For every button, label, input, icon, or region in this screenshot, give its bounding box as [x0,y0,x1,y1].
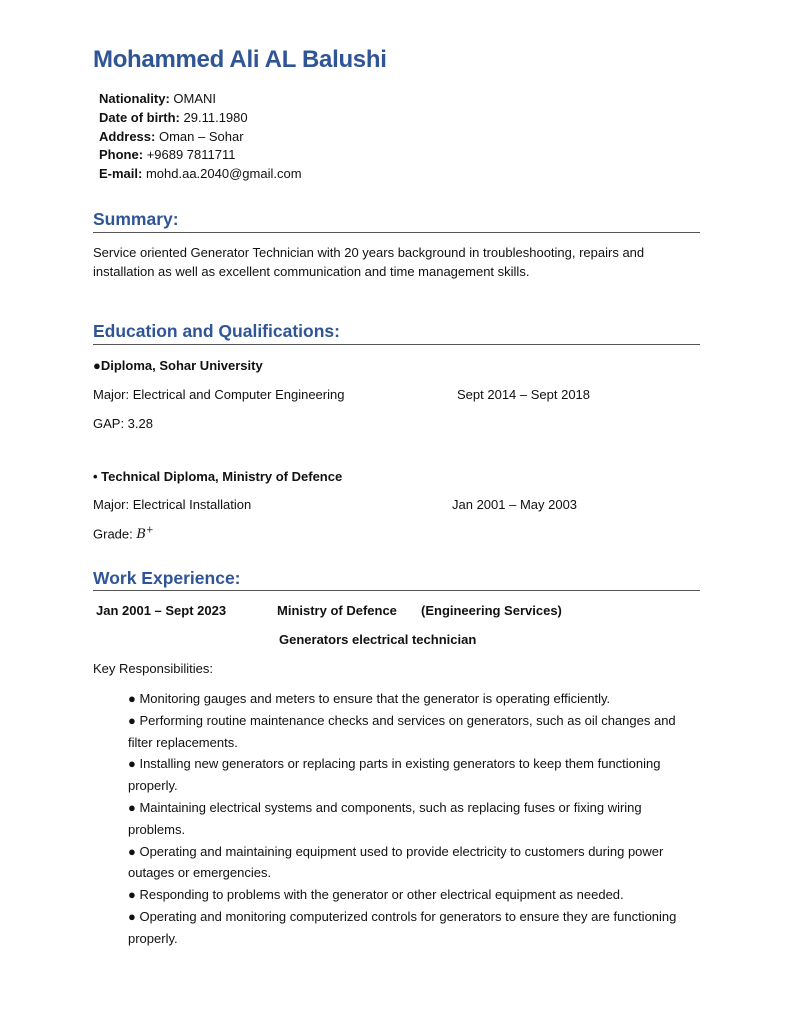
edu-2-grade [93,526,153,542]
address-value: Oman – Sohar [158,128,244,144]
nationality-label: Nationality: [99,91,170,106]
nationality-row [99,90,302,109]
edu-1-heading: ●Diploma, Sohar University [93,358,263,373]
dob-row [99,109,302,128]
edu-1-dates: Sept 2014 – Sept 2018 [457,387,591,402]
work-position: Generators electrical technician [279,632,477,647]
phone-value: +9689 7811711 [146,147,236,163]
work-employer: Ministry of Defence [277,603,397,618]
phone-label: Phone: [99,147,144,163]
responsibilities-list [128,688,700,950]
email-label: E-mail: [99,166,143,182]
education-divider [93,344,700,345]
grade-letter: B [136,527,146,543]
email-row [99,165,302,184]
edu-1-grade: GAP: 3.28 [93,416,153,431]
work-divider [93,590,700,591]
responsibility-item: ● Operating and maintaining equipment used to provide electricity to customers during power outages or emergencies. [128,843,664,881]
dob-value: 29.11.1980 [183,109,248,125]
grade-superscript: + [145,526,154,536]
responsibility-item: ● Performing routine maintenance checks and services on generators, such as oil changes and filter replacements. [128,712,676,750]
education-heading: Education and Qualifications: [93,321,340,341]
responsibility-item: ● Responding to problems with the generator or other electrical equipment as needed. [128,887,624,903]
responsibility-item: ● Installing new generators or replacing parts in existing generators to keep them functioning properly. [128,756,661,794]
work-period: Jan 2001 – Sept 2023 [96,603,227,618]
summary-text: Service oriented Generator Technician with 20 years background in troubleshooting, repairs and installation as well as excellent communication and time management skills. [93,245,645,279]
work-department: (Engineering Services) [421,603,562,618]
nationality-value: OMANI [173,91,217,106]
summary-heading: Summary: [93,209,179,229]
responsibility-item: ● Operating and monitoring computerized controls for generators to ensure they are functioning properly. [128,908,677,946]
email-value: mohd.aa.2040@gmail.com [145,166,302,182]
edu-2-dates: Jan 2001 – May 2003 [452,497,578,512]
edu-2-grade-value [136,527,153,542]
responsibility-item: ● Monitoring gauges and meters to ensure that the generator is operating efficiently. [128,691,611,706]
address-label: Address: [99,128,156,144]
edu-2-major: Major: Electrical Installation [93,497,252,512]
personal-info [99,90,302,184]
edu-2-heading: • Technical Diploma, Ministry of Defence [93,469,343,484]
address-row [99,128,302,147]
summary-divider [93,232,700,233]
dob-label: Date of birth: [99,109,180,125]
edu-1-major: Major: Electrical and Computer Engineering [93,387,345,402]
phone-row [99,146,302,165]
key-responsibilities-label: Key Responsibilities: [93,661,213,676]
candidate-name: Mohammed Ali AL Balushi [93,46,387,73]
work-heading: Work Experience: [93,568,241,588]
responsibility-item: ● Maintaining electrical systems and components, such as replacing fuses or fixing wiring problems. [128,799,642,837]
edu-2-grade-label: Grade: [93,526,133,542]
